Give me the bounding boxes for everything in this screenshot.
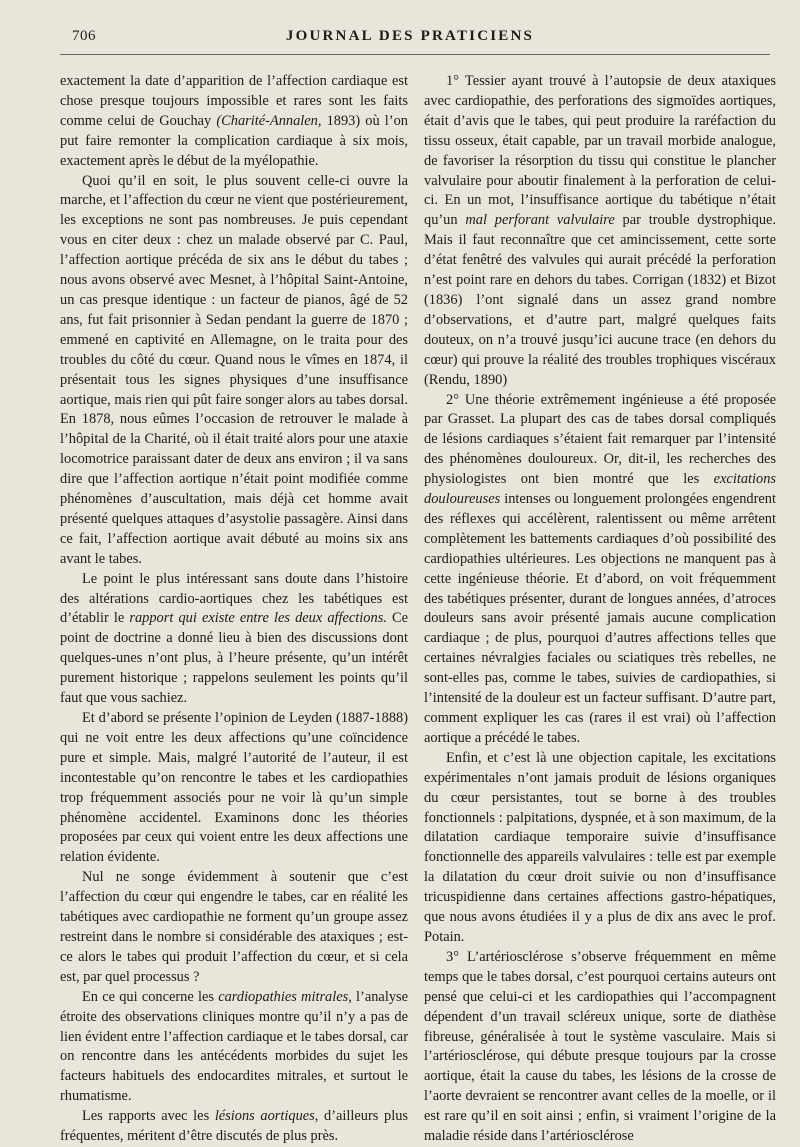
paragraph xyxy=(60,988,408,1107)
paragraph xyxy=(424,749,776,948)
paragraph xyxy=(60,709,408,868)
italic-text-segment: excitations douloureuses xyxy=(424,471,776,508)
text-segment: exactement la date d’apparition de l’affection cardiaque est chose presque toujours impossible et rares sont les faits comme celui de Gouchay xyxy=(60,73,408,129)
text-segment: En ce qui concerne les xyxy=(82,988,219,1005)
paragraph xyxy=(424,72,776,391)
right-text-column xyxy=(424,72,776,1147)
italic-text-segment: (Charité-Annalen xyxy=(216,112,318,129)
text-segment: Les rapports avec les xyxy=(82,1108,215,1125)
paragraph xyxy=(60,72,408,172)
text-segment: Et d’abord se présente l’opinion de Leyden (1887-1888) qui ne voit entre les deux affections qu’une coïncidence pure et simple. Mais, malgré l’autorité de l’auteur, il est incontestable qu’on rencontre le tabes et les cardiopathies trop fréquemment associés pour ne voir là qu’un simple phénomène accidentel. Examinons donc les théories proposées par ceux qui voient entre les deux affections une relation évidente. xyxy=(60,710,408,866)
italic-text-segment: mal perforant valvulaire xyxy=(465,212,615,229)
text-segment: Ce point de doctrine a donné lieu à bien des discussions dont quelques-unes n’ont plus, à l’heure présente, qu’un intérêt purement historique ; rappelons seulement les points qu’il faut que vous sachiez. xyxy=(60,610,409,707)
text-segment: , 1893) où l’on put faire remonter la complication cardiaque à six mois, exactement après le début de la myélopathie. xyxy=(60,112,408,169)
italic-text-segment: rapport qui existe entre les deux affections. xyxy=(129,610,387,627)
paragraph xyxy=(60,570,408,709)
text-segment: intenses ou longuement prolongées engendrent des réflexes qui accélèrent, ralentissent ou même arrêtent complètement les battements cardiaques d’où possibilité des cardiopathies ultérieures. Les objections ne manquent pas à cette ingénieuse théorie. Et d’abord, on voit fréquemment des tabétiques présenter, durant de longues années, d’atroces douleurs sans avoir présenté jamais aucune complication cardiaque ; de plus, pourquoi d’autres affections telles que certaines névralgies faciales ou sciatiques très rebelles, ne sont-elles pas, comme le tabes, suivies de cardiopathies, si l’intensité de la douleur est un facteur suffisant. D’autre part, comment expliquer les cas (rares il est vrai) où l’affection aortique a précédé le tabes. xyxy=(424,491,776,746)
text-segment: Le point le plus intéressant sans doute dans l’histoire des altérations cardio-aortiques chez les tabétiques est d’établir le xyxy=(60,570,408,627)
paragraph xyxy=(60,1107,408,1147)
left-text-column xyxy=(60,72,408,1147)
text-segment: 2° Une théorie extrêmement ingénieuse a été proposée par Grasset. La plupart des cas de tabes dorsal compliqués de lésions cardiaques s’étaient fait remarquer par l’intensité des phénomènes douloureux. Or, dit-il, les recherches des physiologistes ont bien montré que les xyxy=(424,391,776,488)
italic-text-segment: lésions aortiques xyxy=(214,1108,315,1125)
paragraph xyxy=(424,391,776,749)
paragraph xyxy=(424,948,776,1147)
paragraph xyxy=(60,868,408,987)
paragraph xyxy=(60,172,408,570)
text-segment: par trouble dystrophique. Mais il faut reconnaître que cet amincissement, cette sorte d’état fenêtré des valvules qui aurait précédé la perforation n’est point rare en dehors du tabes. Corrigan (1832) et Bizot (1836) l’ont signalé dans un assez grand nombre d’observations, et d’autre part, malgré quelques faits douteux, on n’a trouvé jusqu’ici aucune trace (en dehors du cœur) qui prouve la réalité des troubles trophiques viscéraux (Rendu, 1890) xyxy=(424,212,776,388)
italic-text-segment: cardiopathies mitrales xyxy=(218,988,349,1005)
header-rule xyxy=(60,54,770,55)
page-number: 706 xyxy=(72,28,96,44)
page-header xyxy=(60,26,760,50)
text-segment: 1° Tessier ayant trouvé à l’autopsie de deux ataxiques avec cardiopathie, des perforations des sigmoïdes aortiques, était d’avis que le tabes, qui peut produire la raréfaction du tissu osseux, était capable, par un travail morbide analogue, de favoriser la résorption du tissu qui constitue le plancher valvulaire pour aboutir finalement à la perforation de celui-ci. En un mot, l’insuffisance aortique du tabétique n’était qu’un xyxy=(424,73,776,229)
text-segment: Nul ne songe évidemment à soutenir que c’est l’affection du cœur qui engendre le tabes, car en réalité les tabétiques avec cardiopathie ne forment qu’un groupe assez restreint dans le nombre si considérable des ataxiques ; est-ce alors le tabes qui produit l’affection du cœur, et si cela est, par quel processus ? xyxy=(60,869,408,985)
running-title: JOURNAL DES PRATICIENS xyxy=(285,28,535,44)
text-segment: 3° L’artériosclérose s’observe fréquemment en même temps que le tabes dorsal, c’est pourquoi certains auteurs ont pensé que celui-ci et les cardiopathies qui l’accompagnent dépendent d’un travail scléreux unique, sorte de diathèse fibreuse, généralisée à tout le système vasculaire. Mais si l’artériosclérose, qui débute presque toujours par la crosse aortique, était la cause du tabes, les lésions de la crosse de l’aorte devraient se rencontrer avant celles de la moelle, or il est rare qu’il en soit ainsi ; enfin, si vraiment l’origine de la maladie réside dans l’artériosclérose xyxy=(424,948,776,1145)
text-segment: Quoi qu’il en soit, le plus souvent celle-ci ouvre la marche, et l’affection du cœur ne vient que postérieurement, les exceptions ne sont pas nombreuses. Je puis cependant vous en citer deux : chez un malade observé par C. Paul, l’affection aortique précéda de six ans le début du tabes ; nous avons observé avec Mesnet, à l’hôpital Saint-Antoine, un cas presque identique : un facteur de pianos, âgé de 52 ans, fut fait prisonnier à Sedan pendant la guerre de 1870 ; emmené en captivité en Allemagne, on le traita pour des troubles du côté du cœur. Quand nous le vîmes en 1874, il présentait tous les signes physiques d’une insuffisance aortique, mais rien qui pût faire songer alors au tabes dorsal. En 1878, nous eûmes l’occasion de retrouver le malade à l’hôpital de la Charité, où il était traité alors pour une ataxie locomotrice paraissant dater de deux ans environ ; il va sans dire que l’affection aortique n’était point modifiée comme phénomènes d’auscultation, mais déjà cet homme avait présenté quelques attaques d’asystolie passagère. Ainsi dans ce fait, l’affection aortique avait débuté au moins six ans avant le tabes. xyxy=(60,172,408,567)
text-segment: Enfin, et c’est là une objection capitale, les excitations expérimentales n’ont jamais produit de lésions organiques du cœur persistantes, tout se borne à des troubles fonctionnels : palpitations, dyspnée, et à son maximum, de la dilatation cardiaque temporaire suivie d’insuffisance fonctionnelle des appareils valvulaires : telle est par exemple la dilatation du cœur droit suivie ou non d’insuffisance tricuspidienne dans certaines affections gastro-hépatiques, que nous avons étudiées il y a plus de dix ans avec le prof. Potain. xyxy=(424,749,776,945)
text-segment: , d’ailleurs plus fréquentes, méritent d’être discutés de plus près. xyxy=(60,1108,408,1145)
text-segment: , l’analyse étroite des observations cliniques montre qu’il n’y a pas de lien évident entre l’affection cardiaque et le tabes dorsal, car on rencontre dans les antécédents morbides du sujet les facteurs habituels des endocardites mitrales, et surtout le rhumatisme. xyxy=(60,988,409,1105)
